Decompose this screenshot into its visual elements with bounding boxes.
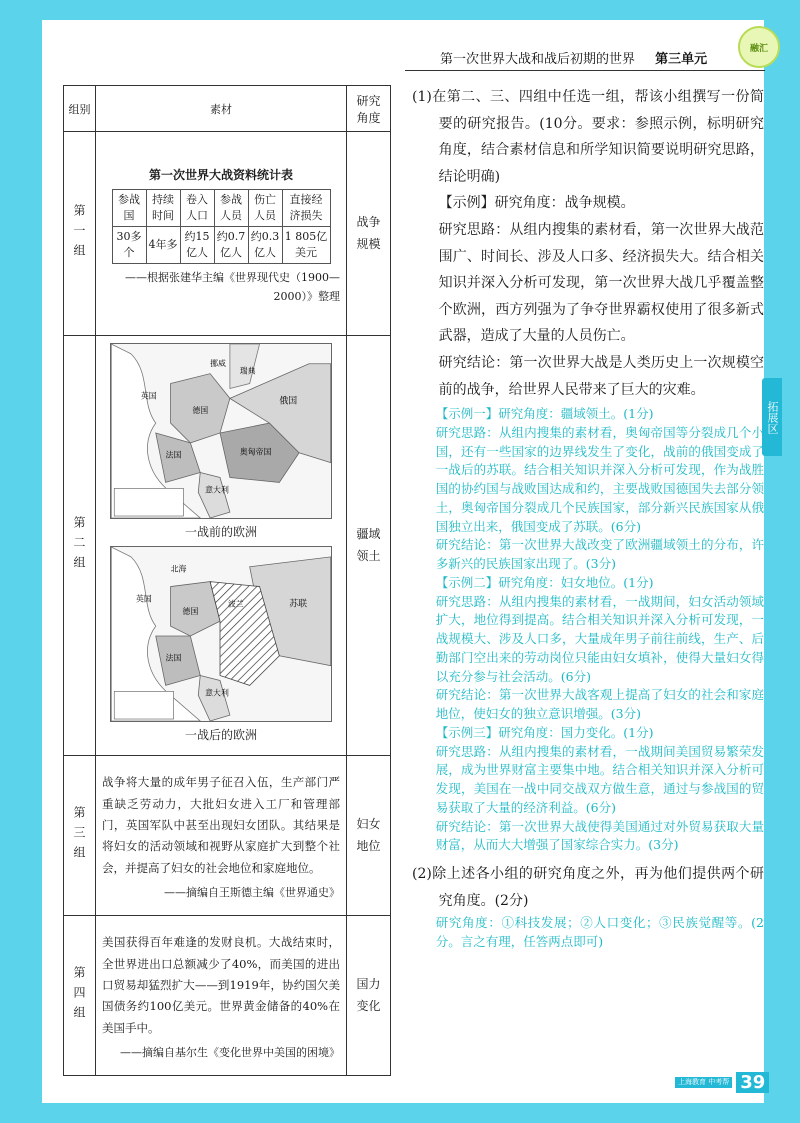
map-label: 波兰 — [227, 598, 244, 608]
example-heading: 【示例】研究角度：战争规模。 — [438, 195, 635, 212]
map-before-block — [96, 339, 346, 753]
material-cell — [96, 132, 347, 336]
series-label: 上海教育 中考帮 — [675, 1077, 732, 1089]
stats-header-cell: 持续时间 — [146, 189, 180, 226]
unit-label: 第三单元 — [655, 52, 708, 67]
question-1-prompt: (1)在第二、三、四组中任选一组，帮该小组撰写一份简要的研究报告。(10分。要求：参照示例，标明研究角度，结合素材信息和所学知识简要说明研究思路，结论明确) — [412, 89, 764, 185]
map-label: 法国 — [165, 653, 182, 663]
map-label: 奥匈帝国 — [239, 447, 272, 457]
material-cell — [96, 336, 347, 756]
map-label: 俄国 — [279, 395, 298, 406]
example-conclusion: 研究结论：第一次世界大战是人类历史上一次规模空前的战争，给世界人民带来了巨大的灾难。 — [438, 354, 764, 398]
map-caption-after: 一战后的欧洲 — [184, 727, 257, 742]
map-label: 挪威 — [210, 358, 226, 368]
stats-title: 第一次世界大战资料统计表 — [148, 167, 293, 182]
question-column — [412, 84, 764, 952]
answer-line: 研究结论：第一次世界大战使得美国通过对外贸易获取大量财富，从而大大增强了国家综合实力。(3分) — [435, 818, 764, 853]
group-label: 第四组 — [64, 916, 96, 1076]
page-number: 39 — [736, 1072, 769, 1093]
material-cell — [96, 916, 347, 1076]
map-label: 瑞典 — [239, 366, 256, 376]
group-label: 第三组 — [64, 756, 96, 916]
chapter-title: 第一次世界大战和战后初期的世界 — [440, 52, 636, 67]
header-angle: 研究角度 — [347, 86, 391, 132]
header-badge: 融汇 — [738, 26, 780, 68]
map-label: 苏联 — [289, 598, 307, 609]
answer-line: 研究结论：第一次世界大战改变了欧洲疆域领土的分布，许多新兴的民族国家出现了。(3分) — [435, 537, 764, 572]
map-label: 德国 — [182, 606, 199, 616]
stats-value-cell: 1 805亿美元 — [282, 226, 330, 263]
stats-table — [112, 189, 331, 264]
header-group: 组别 — [64, 86, 96, 132]
group-label: 第一组 — [64, 132, 96, 336]
angle-cell: 疆域领土 — [347, 336, 391, 756]
angle-cell: 国力变化 — [347, 916, 391, 1076]
map-label: 北海 — [170, 564, 187, 574]
map-after-ww1 — [110, 546, 332, 722]
table-header-row — [64, 86, 391, 132]
map-before-ww1 — [110, 343, 332, 519]
answer-line: 【示例三】研究角度：国力变化。(1分) — [435, 724, 654, 740]
table-row — [64, 756, 391, 916]
map-label: 英国 — [135, 593, 152, 603]
answer-line: 【示例一】研究角度：疆域领土。(1分) — [435, 406, 654, 422]
answer-line: 研究角度：①科技发展；②人口变化；③民族觉醒等。(2分。言之有理，任答两点即可) — [435, 915, 764, 950]
material-text: 战争将大量的成年男子征召入伍，生产部门严重缺乏劳动力，大批妇女进入工厂和管理部门，英国军队中甚至出现妇女团队。其结果是将妇女的活动领域和视野从家庭扩大到整个社会，并提高了妇女的社会地位和家庭地位。 — [102, 775, 340, 875]
map-label: 意大利 — [205, 484, 229, 494]
map-label: 意大利 — [205, 687, 229, 697]
stats-value-cell: 约0.7亿人 — [214, 226, 248, 263]
stats-header-cell: 直接经济损失 — [282, 189, 330, 226]
question-2-prompt: (2)除上述各小组的研究角度之外，再为他们提供两个研究角度。(2分) — [412, 866, 764, 909]
map-label: 德国 — [192, 405, 209, 415]
example-thinking: 研究思路：从组内搜集的素材看，第一次世界大战范围广、时间长、涉及人口多、经济损失大。结合相关知识并深入分析可发现，第一次世界大战几乎覆盖整个欧洲，西方列强为了争夺世界霸权使用了很多新式武器，造成了大量的人员伤亡。 — [438, 221, 764, 345]
answer-line: 研究思路：从组内搜集的素材看，奥匈帝国等分裂成几个小国，还有一些国家的边界线发生了变化，战前的俄国变成了一战后的苏联。结合相关知识并深入分析可发现，作为战胜国的协约国与战败国达成和约，主要战败国德国失去部分领土，奥匈帝国分裂成几个民族国家，部分新兴民族国家从俄国独立出来，俄国变成了苏联。(6分) — [435, 424, 764, 534]
stats-value-cell: 约15亿人 — [180, 226, 214, 263]
side-tab[interactable]: 拓展区 — [762, 378, 782, 456]
group-label: 第二组 — [64, 336, 96, 756]
map-caption-before: 一战前的欧洲 — [184, 524, 257, 539]
material-table — [63, 85, 391, 1076]
answer-line: 研究结论：第一次世界大战客观上提高了妇女的社会和家庭地位，使妇女的独立意识增强。(3分) — [435, 687, 764, 722]
stats-header-cell: 伤亡人员 — [248, 189, 282, 226]
header-material: 素材 — [96, 86, 347, 132]
answer-line: 研究思路：从组内搜集的素材看，一战期间，妇女活动领域扩大，地位得到提高。结合相关知识并深入分析可发现，一战规模大、涉及人口多，大量成年男子前往前线，生产、后勤部门空出来的劳动岗位只能由妇女填补，使得大量妇女得以充分参与社会活动。(6分) — [435, 593, 764, 684]
stats-value-cell: 约0.3亿人 — [248, 226, 282, 263]
material-cell — [96, 756, 347, 916]
table-row — [64, 916, 391, 1076]
answer-line: 【示例二】研究角度：妇女地位。(1分) — [435, 574, 654, 590]
stats-header-cell: 参战人员 — [214, 189, 248, 226]
map-label: 英国 — [140, 390, 157, 400]
stats-value-cell: 30多个 — [112, 226, 146, 263]
map-label: 法国 — [165, 450, 182, 460]
table-row — [64, 336, 391, 756]
material-text: 美国获得百年难逢的发财良机。大战结束时，全世界进出口总额减少了40%，而美国的进出口贸易却猛烈扩大——到1919年，协约国欠美国债务约100亿美元。世界黄金储备的40%在美国手中。 — [102, 935, 340, 1035]
answer-line: 研究思路：从组内搜集的素材看，一战期间美国贸易繁荣发展，成为世界财富主要集中地。结合相关知识并深入分析可发现，美国在一战中同交战双方做生意，通过与参战国的贸易获取了大量的经济利益。(6分) — [435, 743, 764, 815]
source-citation: ——摘编自基尔生《变化世界中美国的困境》 — [120, 1045, 340, 1059]
angle-cell: 妇女地位 — [347, 756, 391, 916]
source-citation: ——摘编自王斯德主编《世界通史》 — [164, 885, 340, 899]
stats-header-cell: 参战国 — [112, 189, 146, 226]
angle-cell: 战争规模 — [347, 132, 391, 336]
stats-header-cell: 卷入人口 — [180, 189, 214, 226]
table-row — [64, 132, 391, 336]
page-header — [440, 48, 707, 67]
stats-value-cell: 4年多 — [146, 226, 180, 263]
page-footer — [675, 1072, 769, 1093]
source-citation: ——根据张建华主编《世界现代史（1900—2000）》整理 — [125, 270, 340, 304]
header-divider — [405, 70, 765, 71]
